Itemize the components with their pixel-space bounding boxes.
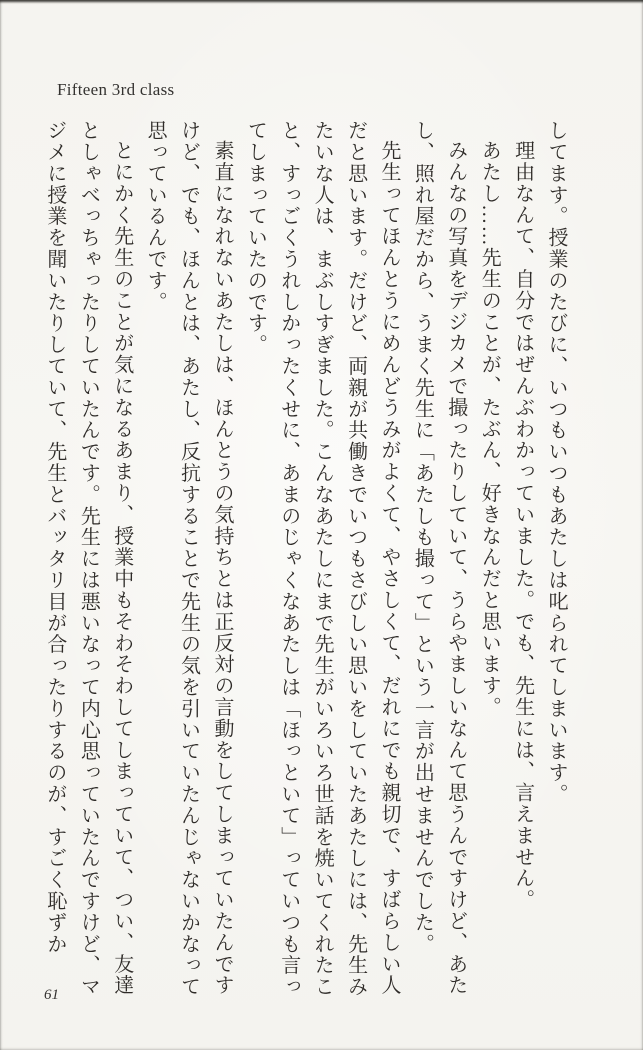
running-header: Fifteen 3rd class xyxy=(57,80,175,99)
paragraph: してます。授業のたびに、いつもいつもあたしは叱られてしまいます。 xyxy=(545,120,567,805)
paragraph: 理由なんて、自分ではぜんぶわかっていました。でも、先生には、言えません。 xyxy=(511,140,534,911)
paragraph: 先生ってほんとうにめんどうみがよくて、やさしくて、だれにでも親切で、すばらしい人だと思います。だけど、両親が共働きでいつもさびしい思いをしていたあたしには、先生みたいな人は、まぶしすぎました。こんなあたしにまで先生がいろいろ世話を焼いてくれたこと、すっごくうれしかったくせに、あまのじゃくなあたしは「ほっといて」っていつも言ってしまっていたのです。 xyxy=(244,120,400,998)
paragraph: あたし……先生のことが、たぶん、好きなんだと思います。 xyxy=(478,140,501,718)
paragraph: 素直になれないあたしは、ほんとうの気持ちとは正反対の言動をしてしまっていたんですけど、でも、ほんとは、あたし、反抗することで先生の気を引いていたんじゃないかなって思っているんです。 xyxy=(144,120,233,998)
paragraph: みんなの写真をデジカメで撮ったりしていて、うらやましいなんて思うんですけど、あたし、照れ屋だから、うまく先生に「あたしも撮って」という一言が出せませんでした。 xyxy=(411,120,467,996)
paragraph: とにかく先生のことが気になるあまり、授業中もそわそわしてしまっていて、つい、友達としゃべっちゃったりしていたんです。先生には悪いなって内心思っていたんですけど、マジメに授業を聞いたりしていて、先生とバッタリ目が合ったりするのが、すごく恥ずか xyxy=(43,120,133,998)
vertical-text-block xyxy=(0,120,572,1000)
page-number: 61 xyxy=(44,987,59,1003)
